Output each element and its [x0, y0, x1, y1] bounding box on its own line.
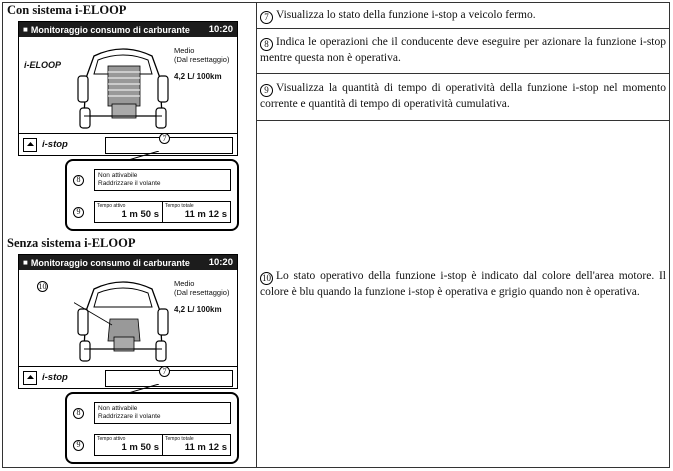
callout-9: 9 — [260, 84, 273, 97]
callout-8: 8 — [260, 38, 273, 51]
active-time-value: 1 m 50 s — [121, 442, 159, 453]
car-illustration — [74, 38, 172, 132]
section-heading-with-eloop: Con sistema i-ELOOP — [7, 3, 127, 17]
active-time-cell — [95, 435, 162, 455]
description-row-10 — [260, 269, 666, 301]
reset-label: (Dal resettaggio) — [174, 55, 230, 64]
istop-logo-icon — [23, 371, 37, 385]
average-value: 4,2 L/ 100km — [174, 305, 222, 314]
callout-8: 8 — [73, 175, 84, 186]
screen-clock: 10:20 — [208, 257, 233, 268]
car-illustration — [74, 271, 172, 365]
istop-detail-panel-eloop — [65, 159, 239, 231]
message-row — [73, 169, 231, 191]
active-time-label: Tempo attivo — [97, 436, 126, 442]
screen-titlebar — [19, 22, 237, 37]
callout-10: 10 — [262, 273, 271, 283]
istop-label: i-stop — [42, 139, 68, 150]
istop-time-box — [94, 434, 231, 456]
average-label: Medio — [174, 46, 195, 55]
total-time-cell — [162, 202, 230, 222]
description-text: Lo stato operativo della funzione i-stop è indicato dal colore dell'area motore. Il colore è blu quando la funzione i-stop è operativa e grigio quando non è operativa. — [260, 270, 666, 298]
active-time-cell — [95, 202, 162, 222]
fuel-monitor-screen-eloop — [18, 21, 238, 156]
message-line-2: Raddrizzare il volante — [98, 413, 161, 420]
description-text: Visualizza lo stato della funzione i-stop a veicolo fermo. — [276, 9, 536, 21]
active-time-label: Tempo attivo — [97, 203, 126, 209]
callout-9: 9 — [73, 440, 84, 451]
callout-7: 7 — [159, 366, 170, 377]
time-row — [73, 434, 231, 456]
row-divider — [256, 28, 669, 29]
message-row — [73, 402, 231, 424]
total-time-value: 11 m 12 s — [184, 209, 227, 220]
message-line-1: Non attivabile — [98, 405, 138, 412]
total-time-label: Tempo totale — [165, 203, 194, 209]
description-row-8 — [260, 35, 666, 67]
description-text: Indica le operazioni che il conducente deve eseguire per azionare la funzione i-stop mentre questa non è operativa. — [260, 36, 666, 64]
description-row-9 — [260, 81, 666, 113]
fuel-monitor-icon: ■ — [23, 25, 28, 34]
eloop-label: i-ELOOP — [24, 60, 62, 70]
description-row-7 — [260, 8, 666, 24]
average-consumption-block — [174, 279, 229, 314]
active-time-value: 1 m 50 s — [121, 209, 159, 220]
screen-title: Monitoraggio consumo di carburante — [30, 257, 190, 268]
istop-logo-icon — [23, 138, 37, 152]
description-text: Visualizza la quantità di tempo di operatività della funzione i-stop nel momento corrente e quantità di tempo di operatività cumulativa. — [260, 82, 666, 110]
message-line-1: Non attivabile — [98, 172, 138, 179]
average-label: Medio — [174, 279, 195, 288]
istop-detail-panel-no-eloop — [65, 392, 239, 464]
istop-message-box — [94, 402, 231, 424]
message-line-2: Raddrizzare il volante — [98, 180, 161, 187]
callout-7: 7 — [159, 133, 170, 144]
illustration-column — [3, 3, 256, 467]
callout-8: 8 — [73, 408, 84, 419]
total-time-label: Tempo totale — [165, 436, 194, 442]
manual-table — [2, 2, 670, 468]
istop-time-box — [94, 201, 231, 223]
average-consumption-block — [174, 46, 229, 81]
row-divider — [256, 120, 669, 121]
callout-10: 10 — [38, 281, 47, 291]
time-row — [73, 201, 231, 223]
callout-7: 7 — [260, 11, 273, 24]
screen-titlebar — [19, 255, 237, 270]
callout-9: 9 — [73, 207, 84, 218]
screen-title: Monitoraggio consumo di carburante — [30, 24, 190, 35]
istop-label: i-stop — [42, 372, 68, 383]
row-divider — [256, 73, 669, 74]
total-time-value: 11 m 12 s — [184, 442, 227, 453]
fuel-monitor-icon: ■ — [23, 258, 28, 267]
total-time-cell — [162, 435, 230, 455]
fuel-monitor-screen-no-eloop — [18, 254, 238, 389]
reset-label: (Dal resettaggio) — [174, 288, 230, 297]
average-value: 4,2 L/ 100km — [174, 72, 222, 81]
screen-clock: 10:20 — [208, 24, 233, 35]
section-heading-without-eloop: Senza sistema i-ELOOP — [7, 236, 136, 250]
istop-message-box — [94, 169, 231, 191]
